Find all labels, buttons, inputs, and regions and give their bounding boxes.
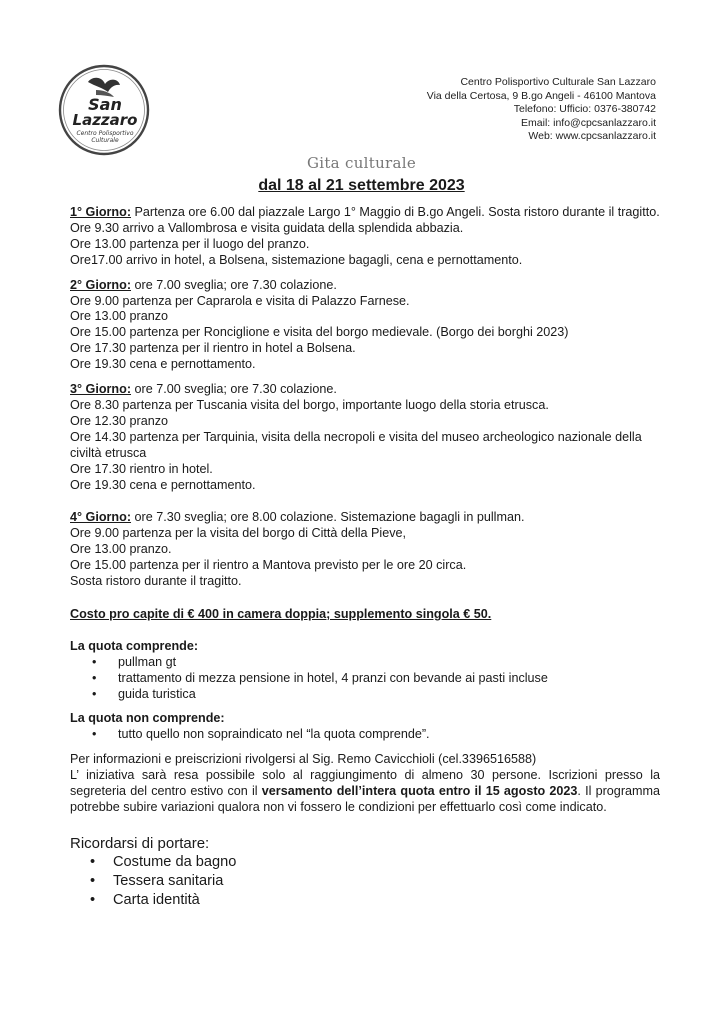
day-1-intro bbox=[70, 205, 660, 221]
day-2-label: 2° Giorno: bbox=[70, 277, 132, 292]
header-address: Via della Certosa, 9 B.go Angeli - 46100 Mantova bbox=[426, 89, 656, 102]
itinerary-line: Ore 17.30 rientro in hotel. bbox=[70, 461, 213, 476]
svg-text:Culturale: Culturale bbox=[91, 137, 119, 144]
itinerary-line: Ore 14.30 partenza per Tarquinia, visita della necropoli e visita del museo archeologico nazionale della civiltà etrusca bbox=[70, 429, 642, 460]
header-email: Email: info@cpcsanlazzaro.it bbox=[521, 116, 656, 129]
itinerary-line: Ore 19.30 cena e pernottamento. bbox=[70, 357, 256, 372]
day-3-first-line: ore 7.00 sveglia; ore 7.30 colazione. bbox=[131, 382, 337, 397]
list-item: • tutto quello non sopraindicato nel “la quota comprende”. bbox=[118, 727, 660, 743]
day-2-first-line: ore 7.00 sveglia; ore 7.30 colazione. bbox=[131, 277, 337, 292]
list-item: • guida turistica bbox=[118, 687, 660, 703]
info-text-part2: . Il programma potrebbe subire variazioni qualora non vi fossero le condizioni per effettuarlo così come indicato. bbox=[70, 784, 660, 814]
day-3-label: 3° Giorno: bbox=[70, 382, 132, 397]
info-contact-line: Per informazioni e preiscrizioni rivolgersi al Sig. Remo Cavicchioli (cel.3396516588) bbox=[70, 752, 537, 767]
day-3-intro bbox=[70, 382, 660, 398]
day-4-first-line: ore 7.30 sveglia; ore 8.00 colazione. Sistemazione bagagli in pullman. bbox=[131, 510, 525, 525]
info-text-part1: L’ iniziativa sarà resa possibile solo al raggiungimento di almeno 30 persone. Iscrizioni presso la segreteria del centro estivo con il bbox=[70, 768, 660, 799]
remember-title: Ricordarsi di portare: bbox=[70, 834, 210, 852]
itinerary-line: Ore 9.00 partenza per Caprarola e visita di Palazzo Farnese. bbox=[70, 293, 410, 308]
cost-statement: Costo pro capite di € 400 in camera doppia; supplemento singola € 50. bbox=[70, 606, 492, 621]
list-item: • Tessera sanitaria bbox=[113, 872, 660, 891]
list-item: • Carta identità bbox=[113, 891, 660, 910]
itinerary-line: Ore 15.00 partenza per il rientro a Mantova previsto per le ore 20 circa. bbox=[70, 558, 467, 573]
remember-list bbox=[70, 853, 660, 910]
itinerary-line: Ore 13.00 partenza per il luogo del pranzo. bbox=[70, 236, 310, 251]
svg-text:San: San bbox=[88, 95, 122, 114]
header-org-name: Centro Polisportivo Culturale San Lazzaro bbox=[460, 76, 656, 88]
itinerary-line: Ore 12.30 pranzo bbox=[70, 413, 169, 428]
day-1-section bbox=[70, 205, 660, 269]
itinerary-line: Ore 8.30 partenza per Tuscania visita del borgo, importante luogo della storia etrusca. bbox=[70, 397, 549, 412]
day-4-label: 4° Giorno: bbox=[70, 510, 132, 525]
excludes-title: La quota non comprende: bbox=[70, 711, 225, 726]
info-deadline: versamento dell’intera quota entro il 15 agosto 2023 bbox=[261, 784, 578, 799]
itinerary-line: Sosta ristoro durante il tragitto. bbox=[70, 574, 242, 589]
svg-text:Centro Polisportivo: Centro Polisportivo bbox=[76, 130, 134, 137]
itinerary-line: Ore 9.30 arrivo a Vallombrosa e visita guidata della splendida abbazia. bbox=[70, 220, 464, 235]
list-item: • trattamento di mezza pensione in hotel, 4 pranzi con bevande ai pasti incluse bbox=[118, 671, 660, 687]
day-3-section bbox=[70, 382, 660, 493]
day-1-label: 1° Giorno: bbox=[70, 205, 132, 219]
day-1-first-line: Partenza ore 6.00 dal piazzale Largo 1° Maggio di B.go Angeli. Sosta ristoro durante il tragitto. bbox=[131, 205, 660, 219]
header-phone: Telefono: Ufficio: 0376-380742 bbox=[513, 103, 656, 116]
logo-emblem bbox=[58, 64, 150, 156]
day-2-section bbox=[70, 278, 660, 373]
day-4-section bbox=[70, 510, 660, 590]
itinerary-line: Ore17.00 arrivo in hotel, a Bolsena, sistemazione bagagli, cena e pernottamento. bbox=[70, 252, 523, 267]
itinerary-line: Ore 19.30 cena e pernottamento. bbox=[70, 477, 256, 492]
header-contact-info bbox=[427, 76, 656, 144]
itinerary-line: Ore 9.00 partenza per la visita del borgo di Città della Pieve, bbox=[70, 526, 407, 541]
itinerary-line: Ore 13.00 pranzo. bbox=[70, 542, 172, 557]
includes-title: La quota comprende: bbox=[70, 638, 199, 653]
itinerary-line: Ore 13.00 pranzo bbox=[70, 309, 169, 324]
itinerary-line: Ore 17.30 partenza per il rientro in hotel a Bolsena. bbox=[70, 341, 356, 356]
itinerary-line: Ore 15.00 partenza per Ronciglione e visita del borgo medievale. (Borgo dei borghi 2023) bbox=[70, 325, 569, 340]
association-logo bbox=[58, 64, 150, 156]
excludes-list bbox=[70, 727, 660, 743]
header-web: Web: www.cpcsanlazzaro.it bbox=[528, 130, 656, 143]
svg-text:Lazzaro: Lazzaro bbox=[72, 111, 138, 129]
document-body bbox=[70, 205, 660, 910]
list-item: • pullman gt bbox=[118, 655, 660, 671]
includes-list bbox=[70, 655, 660, 703]
day-4-intro bbox=[70, 510, 660, 526]
trip-dates: dal 18 al 21 settembre 2023 bbox=[258, 177, 465, 194]
list-item: • Costume da bagno bbox=[113, 853, 660, 872]
info-paragraph bbox=[70, 752, 660, 816]
day-2-intro bbox=[70, 278, 660, 294]
document-title: Gita culturale bbox=[306, 154, 417, 172]
